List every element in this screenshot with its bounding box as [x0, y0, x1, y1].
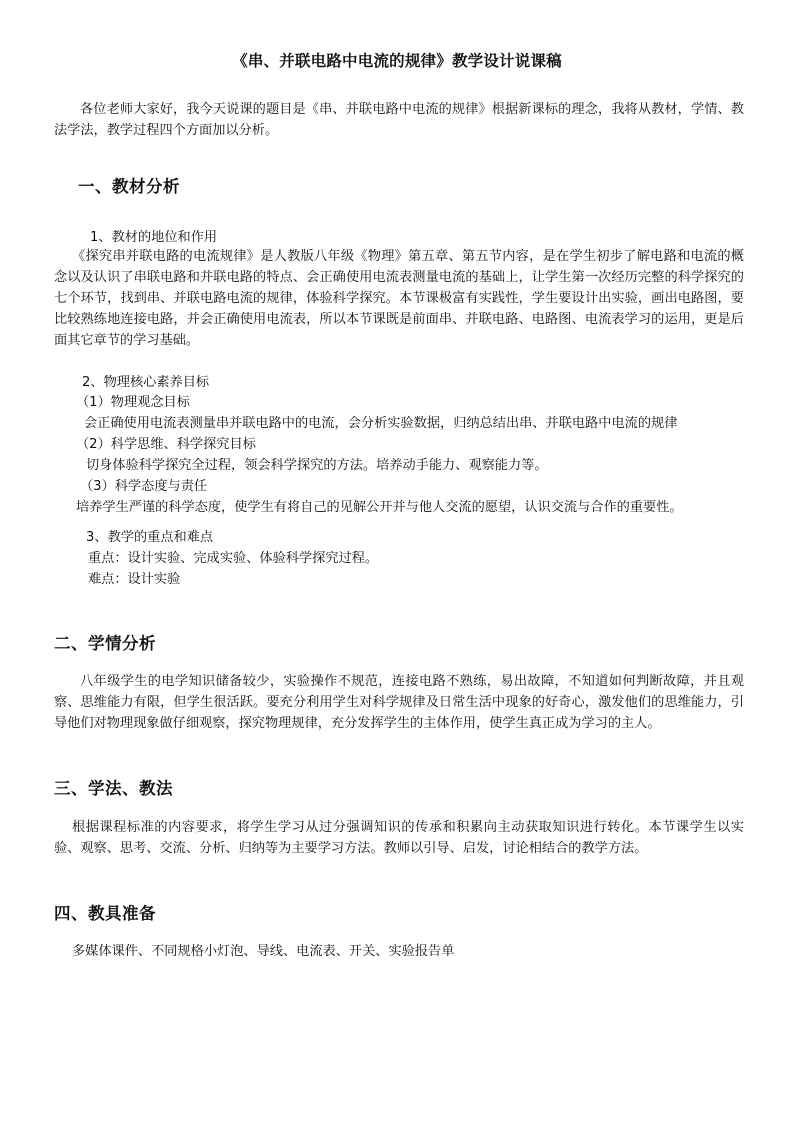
intro-paragraph: 各位老师大家好，我今天说课的题目是《串、并联电路中电流的规律》根据新课标的理念，我将从教材，学情、教法学法，教学过程四个方面加以分析。 [54, 102, 744, 138]
section-heading-methods: 三、学法、教法 [54, 779, 173, 798]
difficulty-text: 难点：设计实验 [88, 572, 181, 587]
section-heading-textbook-analysis: 一、教材分析 [78, 177, 180, 196]
goal-text-physics-concept: 会正确使用电流表测量串并联电路中的电流，会分析实验数据，归纳总结出串、并联电路中电流的规律 [84, 416, 678, 431]
key-point-text: 重点：设计实验、完成实验、体验科学探究过程。 [88, 551, 379, 566]
subsection-title-core-goals: 2、物理核心素养目标 [82, 375, 210, 390]
section-heading-student-analysis: 二、学情分析 [54, 634, 156, 653]
student-analysis-paragraph: 八年级学生的电学知识储备较少，实验操作不规范，连接电路不熟练，易出故障，不知道如何判断故障，并且观察、思维能力有限，但学生很活跃。要充分利用学生对科学规律及日常生活中现象的好奇心，激发他们的思维能力，引导他们对物理现象做仔细观察，探究物理规律，充分发挥学生的主体作用，使学生真正成为学习的主人。 [54, 674, 744, 731]
subsection-title-key-points: 3、教学的重点和难点 [86, 530, 214, 545]
goal-text-scientific-thinking: 切身体验科学探究全过程，领会科学探究的方法。培养动手能力、观察能力等。 [86, 458, 548, 473]
goal-title-attitude: （3）科学态度与责任 [80, 479, 208, 494]
goal-text-attitude: 培养学生严谨的科学态度，使学生有将自己的见解公开并与他人交流的愿望，认识交流与合作的重要性。 [76, 500, 683, 515]
goal-title-physics-concept: （1）物理观念目标 [76, 395, 190, 410]
goal-title-scientific-thinking: （2）科学思维、科学探究目标 [76, 437, 256, 452]
teaching-aids-text: 多媒体课件、不同规格小灯泡、导线、电流表、开关、实验报告单 [72, 944, 455, 959]
methods-paragraph: 根据课程标准的内容要求，将学生学习从过分强调知识的传承和积累向主动获取知识进行转化。本节课学生以实验、观察、思考、交流、分析、归纳等为主要学习方法。教师以引导、启发，讨论相结合的教学方法。 [54, 820, 744, 856]
status-role-paragraph: 《探究串并联电路的电流规律》是人教版八年级《物理》第五章、第五节内容，是在学生初步了解电路和电流的概念以及认识了串联电路和并联电路的特点、会正确使用电流表测量电流的基础上，让学生第一次经历完整的科学探究的七个环节，找到串、并联电路电流的规律，体验科学探究。本节课极富有实践性，学生要设计出实验，画出电路图，要比较熟练地连接电路，并会正确使用电流表，所以本节课既是前面串、并联电路、电路图、电流表学习的运用，更是后面其它章节的学习基础。 [54, 249, 744, 348]
document-title: 《串、并联电路中电流的规律》教学设计说课稿 [232, 52, 562, 70]
subsection-title-status-role: 1、教材的地位和作用 [90, 230, 218, 245]
section-heading-teaching-aids: 四、教具准备 [54, 904, 156, 923]
